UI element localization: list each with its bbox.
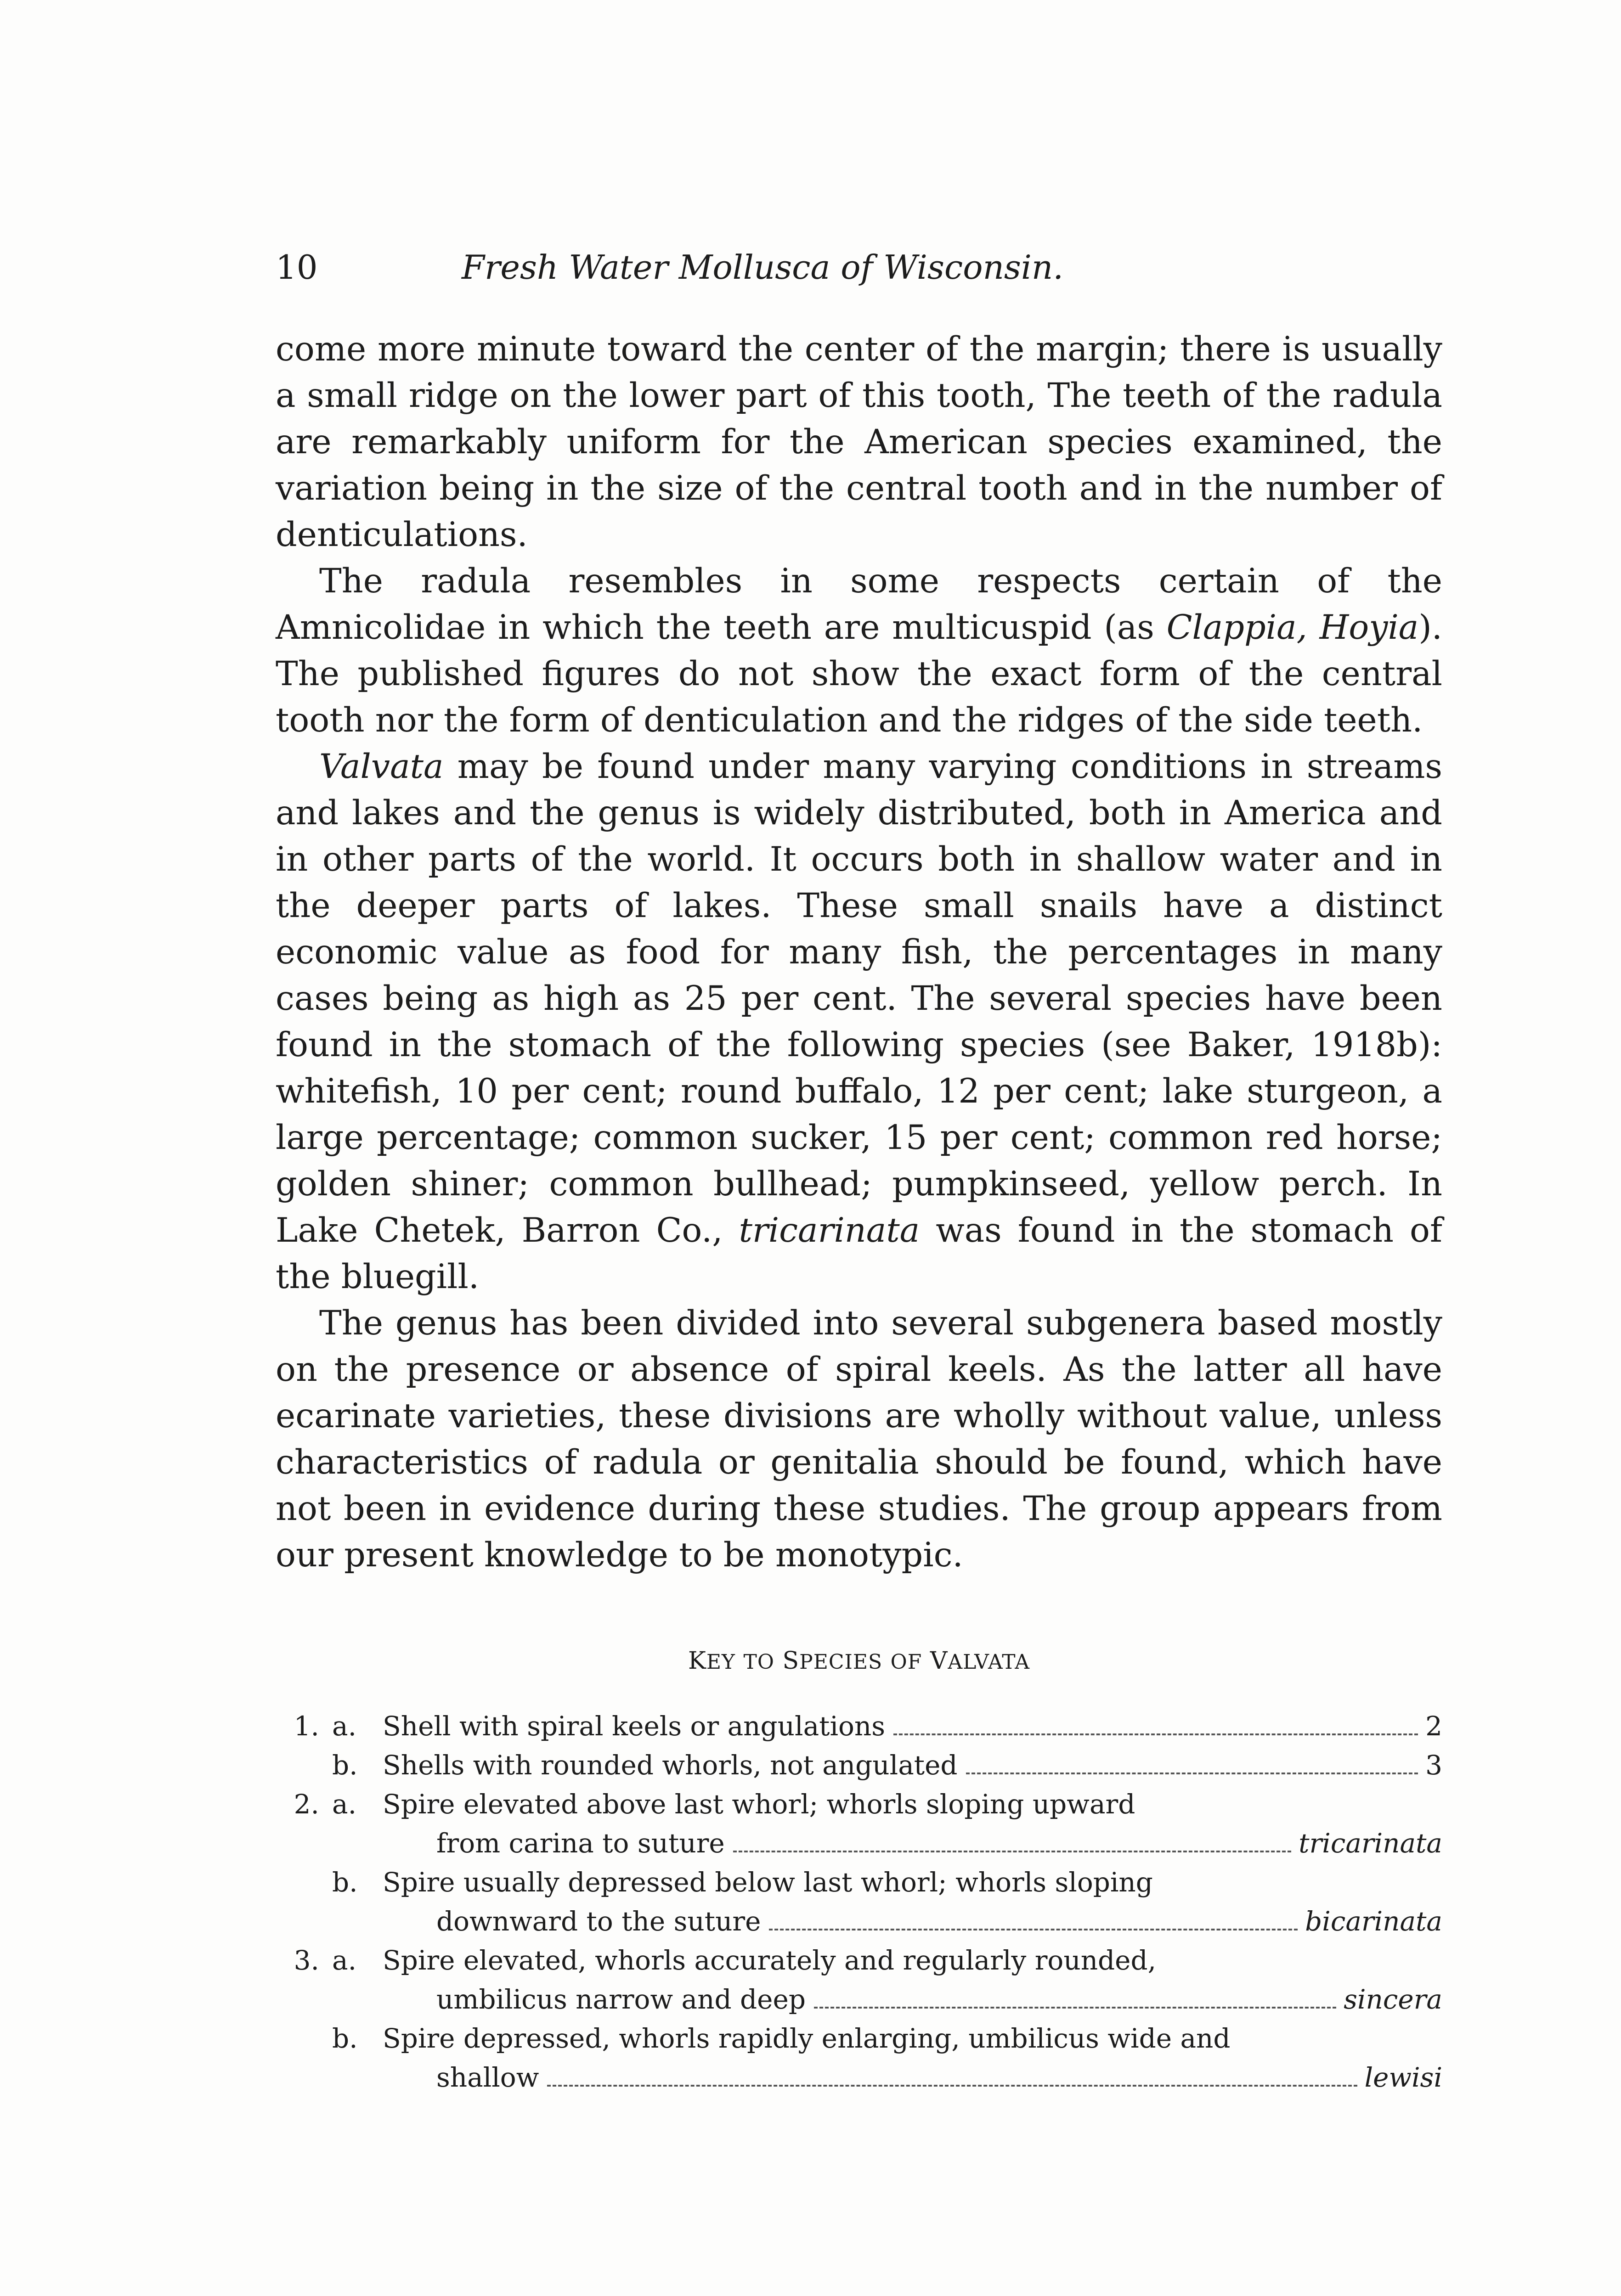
paragraph-3-text-b: was found in the stomach of the bluegill. (276, 1211, 1442, 1296)
paragraph-2-text-b: ). The published figures do not show the exact form of the central tooth nor the form of denticulation and the ridges of the side teeth. (276, 608, 1442, 740)
key-entry-text: Shell with spiral keels or angulations (383, 1711, 886, 1742)
key-entry-text: Spire elevated above last whorl; whorls sloping upward (383, 1789, 1135, 1820)
key-entry-continuation (276, 1980, 1442, 2019)
key-entry-number: 3. (294, 1945, 319, 1976)
leader-dashes (733, 1850, 1292, 1852)
key-entry-continuation (276, 1824, 1442, 1863)
key-entry-result: lewisi (1364, 2062, 1442, 2093)
key-entry-line (383, 1707, 1442, 1746)
page-number: 10 (276, 248, 318, 287)
key-entry-result: 2 (1425, 1711, 1442, 1742)
key-entry-letter: a. (332, 1789, 357, 1820)
key-entry-text-2: shallow (436, 2062, 539, 2093)
running-title: Fresh Water Mollusca of Wisconsin. (462, 248, 1064, 287)
key-entry-letter: b. (332, 1750, 358, 1781)
key-entry-result: tricarinata (1299, 1828, 1442, 1859)
key-entry-result: bicarinata (1305, 1906, 1442, 1937)
key-entry-number: 2. (294, 1789, 319, 1820)
key-entry (276, 1941, 1442, 1980)
key-entry-continuation (276, 2058, 1442, 2097)
key-title-of: OF (890, 1650, 922, 1674)
paragraph-4: The genus has been divided into several subgenera based mostly on the presence or absence of spiral keels. As the latter all have ecarinate varieties, these divisions are wholly without value, unless characteristics of radula or genitalia should be found, which have not been in evidence during these studies. The group appears from our present knowledge to be monotypic. (276, 1304, 1442, 1575)
key-entry (276, 1863, 1442, 1902)
key-entry-number: 1. (294, 1711, 319, 1742)
key-entry (276, 1707, 1442, 1746)
paragraph-2 (276, 558, 1442, 743)
key-entry-letter: a. (332, 1711, 357, 1742)
key-entry-result: sincera (1344, 1984, 1442, 2015)
key-entry-result: 3 (1425, 1750, 1442, 1781)
key-entry-letter: b. (332, 2023, 358, 2054)
key-entry-text: Shells with rounded whorls, not angulated (383, 1750, 958, 1781)
paragraph-2-genera: Clappia, Hoyia (1166, 608, 1419, 647)
body-text (276, 326, 1442, 1578)
key-entry-text: Spire elevated, whorls accurately and regularly rounded, (383, 1945, 1157, 1976)
key-entry (276, 1746, 1442, 1785)
key-entry-text: Spire usually depressed below last whorl; whorls sloping (383, 1867, 1153, 1898)
key-title-s: S (782, 1647, 800, 1675)
page-header (276, 248, 1442, 298)
key-entry-continuation (276, 1902, 1442, 1941)
key-title-k: K (688, 1647, 706, 1675)
key-entry-text: Spire depressed, whorls rapidly enlarging, umbilicus wide and (383, 2023, 1231, 2054)
key-title-ey: EY (706, 1650, 735, 1674)
key-entry-text-2: umbilicus narrow and deep (436, 1984, 806, 2015)
key-entry (276, 1785, 1442, 1824)
leader-dashes (769, 1928, 1298, 1930)
species-key (276, 1707, 1442, 2097)
key-entry-line (383, 1746, 1442, 1785)
key-entry-text-2: downward to the suture (436, 1906, 761, 1937)
key-title-alvata: ALVATA (948, 1650, 1030, 1674)
paragraph-2-text-a: The radula resembles in some respects certain of the Amnicolidae in which the teeth are multicuspid (as (276, 562, 1442, 647)
paragraph-3 (276, 743, 1442, 1300)
leader-dashes (893, 1733, 1418, 1735)
paragraph-3-genus: Valvata (319, 747, 444, 786)
key-entry-letter: a. (332, 1945, 357, 1976)
key-entry (276, 2019, 1442, 2058)
paragraph-1: come more minute toward the center of the margin; there is usually a small ridge on the lower part of this tooth, The teeth of the radula are remarkably uniform for the American species examined, the variation being in the size of the central tooth and in the number of denticulations. (276, 330, 1442, 554)
leader-dashes (814, 2006, 1336, 2009)
leader-dashes (966, 1772, 1418, 1774)
key-title-v: V (930, 1647, 948, 1675)
paragraph-3-species: tricarinata (739, 1211, 920, 1250)
key-title (276, 1647, 1442, 1675)
key-entry-text-2: from carina to suture (436, 1828, 725, 1859)
paragraph-3-text-a: may be found under many varying conditions in streams and lakes and the genus is widely distributed, both in America and in other parts of the world. It occurs both in shallow water and in the deeper parts of lakes. These small snails have a distinct economic value as food for many fish, the percentages in many cases being as high as 25 per cent. The several species have been found in the stomach of the following species (see Baker, 1918b): whitefish, 10 per cent; round buffalo, 12 per cent; lake sturgeon, a large percentage; common sucker, 15 per cent; common red horse; golden shiner; common bullhead; pumpkinseed, yellow perch. In Lake Chetek, Barron Co., (276, 747, 1442, 1250)
key-title-to: TO (743, 1650, 774, 1674)
key-entry-letter: b. (332, 1867, 358, 1898)
leader-dashes (547, 2084, 1357, 2087)
key-title-pecies: PECIES (799, 1650, 883, 1674)
page-content (276, 248, 1442, 2097)
